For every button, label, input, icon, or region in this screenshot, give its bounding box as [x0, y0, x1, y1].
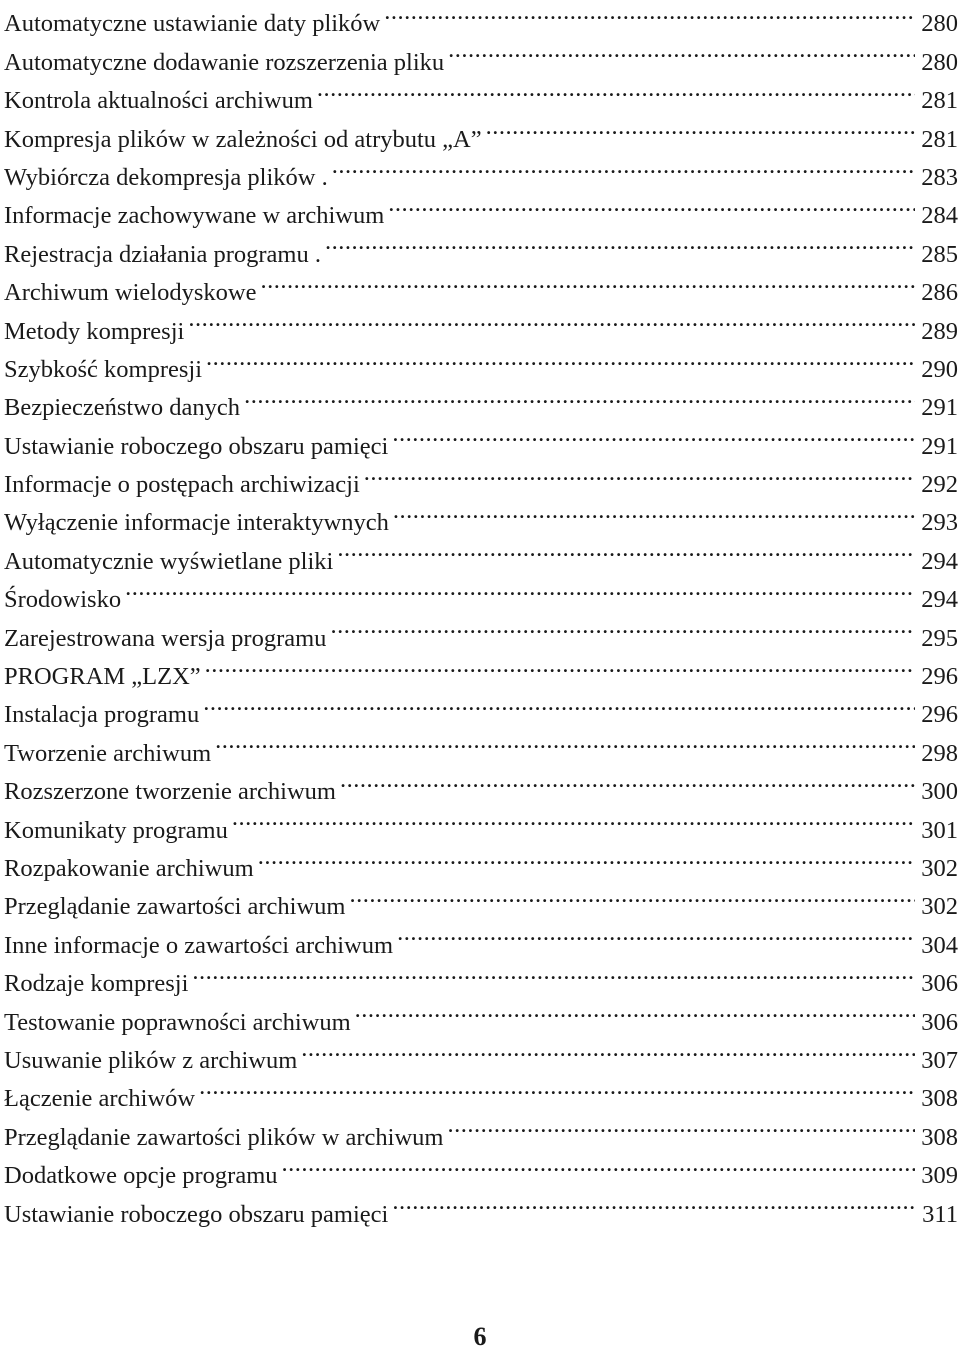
toc-dot-leader	[206, 339, 915, 377]
toc-dot-leader	[203, 684, 915, 722]
toc-entry-page: 284	[921, 202, 958, 230]
toc-entry-page: 308	[921, 1085, 958, 1113]
toc-entry-page: 296	[921, 663, 958, 691]
toc-entry-page: 302	[921, 854, 958, 882]
toc-entry-title: Bezpieczeństwo danych	[4, 394, 241, 422]
toc-dot-leader	[340, 761, 915, 799]
toc-entry-title: Automatyczne ustawianie daty plików	[4, 10, 381, 38]
toc-dot-leader	[325, 223, 915, 261]
toc-dot-leader	[447, 1106, 915, 1144]
toc-entry-title: Komunikaty programu	[4, 816, 228, 844]
toc-entry-page: 307	[921, 1046, 958, 1074]
toc-dot-leader	[258, 838, 916, 876]
toc-entry-page: 306	[921, 970, 958, 998]
toc-dot-leader	[232, 799, 915, 837]
toc-dot-leader	[349, 876, 915, 914]
toc-entry-title: Przeglądanie zawartości plików w archiwum	[4, 1123, 444, 1151]
toc-entry-page: 286	[921, 279, 958, 307]
toc-dot-leader	[244, 377, 915, 415]
toc-dot-leader	[282, 1145, 916, 1183]
toc-entry-page: 289	[921, 317, 958, 345]
toc-entry	[4, 569, 958, 614]
toc-entry-title: Tworzenie archiwum	[4, 739, 212, 767]
toc-entry-page: 296	[921, 701, 958, 729]
toc-entry-page: 292	[921, 471, 958, 499]
toc-entry-page: 294	[921, 547, 958, 575]
toc-entry-title: Automatyczne dodawanie rozszerzenia pliku	[4, 48, 445, 76]
toc-entry-title: Zarejestrowana wersja programu	[4, 624, 327, 652]
toc-dot-leader	[188, 300, 915, 338]
toc-dot-leader	[355, 991, 916, 1029]
toc-entry-page: 285	[921, 240, 958, 268]
toc-entry-page: 298	[921, 739, 958, 767]
toc-entry-page: 280	[921, 10, 958, 38]
toc-entry-page: 281	[921, 87, 958, 115]
toc-entry-title: Rodzaje kompresji	[4, 970, 189, 998]
toc-entry-page: 302	[921, 893, 958, 921]
toc-entry-page: 309	[921, 1162, 958, 1190]
toc-entry-page: 295	[921, 624, 958, 652]
toc-entry-title: Rejestracja działania programu .	[4, 240, 321, 268]
toc-entry-title: Informacje o postępach archiwizacji	[4, 471, 360, 499]
toc-entry-title: Wyłączenie informacje interaktywnych	[4, 509, 389, 537]
toc-dot-leader	[364, 454, 915, 492]
toc-entry-title: Rozszerzone tworzenie archiwum	[4, 778, 336, 806]
toc-entry-title: Testowanie poprawności archiwum	[4, 1008, 351, 1036]
toc-dot-leader	[215, 722, 915, 760]
toc-dot-leader	[392, 415, 915, 453]
toc-entry-title: Archiwum wielodyskowe	[4, 279, 257, 307]
toc-dot-leader	[397, 914, 915, 952]
toc-entry-title: Środowisko	[4, 586, 122, 614]
toc-entry-page: 306	[921, 1008, 958, 1036]
toc-entry-page: 308	[921, 1123, 958, 1151]
toc-entry-page: 281	[921, 125, 958, 153]
toc-entry-title: PROGRAM „LZX”	[4, 663, 201, 691]
toc-entry-page: 291	[921, 394, 958, 422]
toc-dot-leader	[260, 262, 915, 300]
toc-dot-leader	[388, 185, 915, 223]
toc-entry-title: Automatycznie wyświetlane pliki	[4, 547, 334, 575]
table-of-contents	[4, 0, 958, 1228]
toc-entry-page: 311	[922, 1200, 958, 1228]
toc-dot-leader	[301, 1030, 915, 1068]
toc-entry-title: Kontrola aktualności archiwum	[4, 87, 313, 115]
toc-entry-title: Inne informacje o zawartości archiwum	[4, 931, 394, 959]
toc-entry-page: 301	[921, 816, 958, 844]
toc-entry-title: Przeglądanie zawartości archiwum	[4, 893, 346, 921]
toc-entry-title: Rozpakowanie archiwum	[4, 854, 254, 882]
toc-entry-title: Łączenie archiwów	[4, 1085, 196, 1113]
toc-entry-title: Kompresja plików w zależności od atrybutu „A”	[4, 125, 482, 153]
toc-dot-leader	[317, 70, 915, 108]
toc-entry-page: 304	[921, 931, 958, 959]
toc-entry-page: 280	[921, 48, 958, 76]
toc-dot-leader	[205, 646, 916, 684]
toc-dot-leader	[332, 147, 916, 185]
toc-entry-title: Szybkość kompresji	[4, 355, 203, 383]
toc-entry-page: 293	[921, 509, 958, 537]
toc-entry-title: Ustawianie roboczego obszaru pamięci	[4, 1200, 389, 1228]
toc-dot-leader	[486, 108, 916, 146]
toc-dot-leader	[330, 607, 915, 645]
toc-dot-leader	[337, 530, 915, 568]
toc-entry-title: Metody kompresji	[4, 317, 185, 345]
page-number: 6	[473, 1322, 487, 1351]
toc-dot-leader	[393, 492, 915, 530]
toc-entry-title: Usuwanie plików z archiwum	[4, 1046, 298, 1074]
toc-entry-title: Ustawianie roboczego obszaru pamięci	[4, 432, 389, 460]
toc-entry	[4, 607, 958, 652]
toc-entry-page: 291	[921, 432, 958, 460]
toc-entry-title: Informacje zachowywane w archiwum	[4, 202, 385, 230]
toc-dot-leader	[125, 569, 915, 607]
toc-entry	[4, 0, 958, 38]
toc-entry-title: Wybiórcza dekompresja plików .	[4, 163, 328, 191]
toc-dot-leader	[199, 1068, 915, 1106]
toc-dot-leader	[192, 953, 915, 991]
toc-entry-title: Instalacja programu	[4, 701, 200, 729]
toc-dot-leader	[384, 0, 915, 31]
toc-entry-page: 294	[921, 586, 958, 614]
toc-entry-title: Dodatkowe opcje programu	[4, 1162, 278, 1190]
toc-dot-leader	[448, 31, 915, 69]
toc-entry-page: 300	[921, 778, 958, 806]
toc-entry-page: 290	[921, 355, 958, 383]
toc-dot-leader	[392, 1183, 916, 1221]
toc-entry-page: 283	[921, 163, 958, 191]
